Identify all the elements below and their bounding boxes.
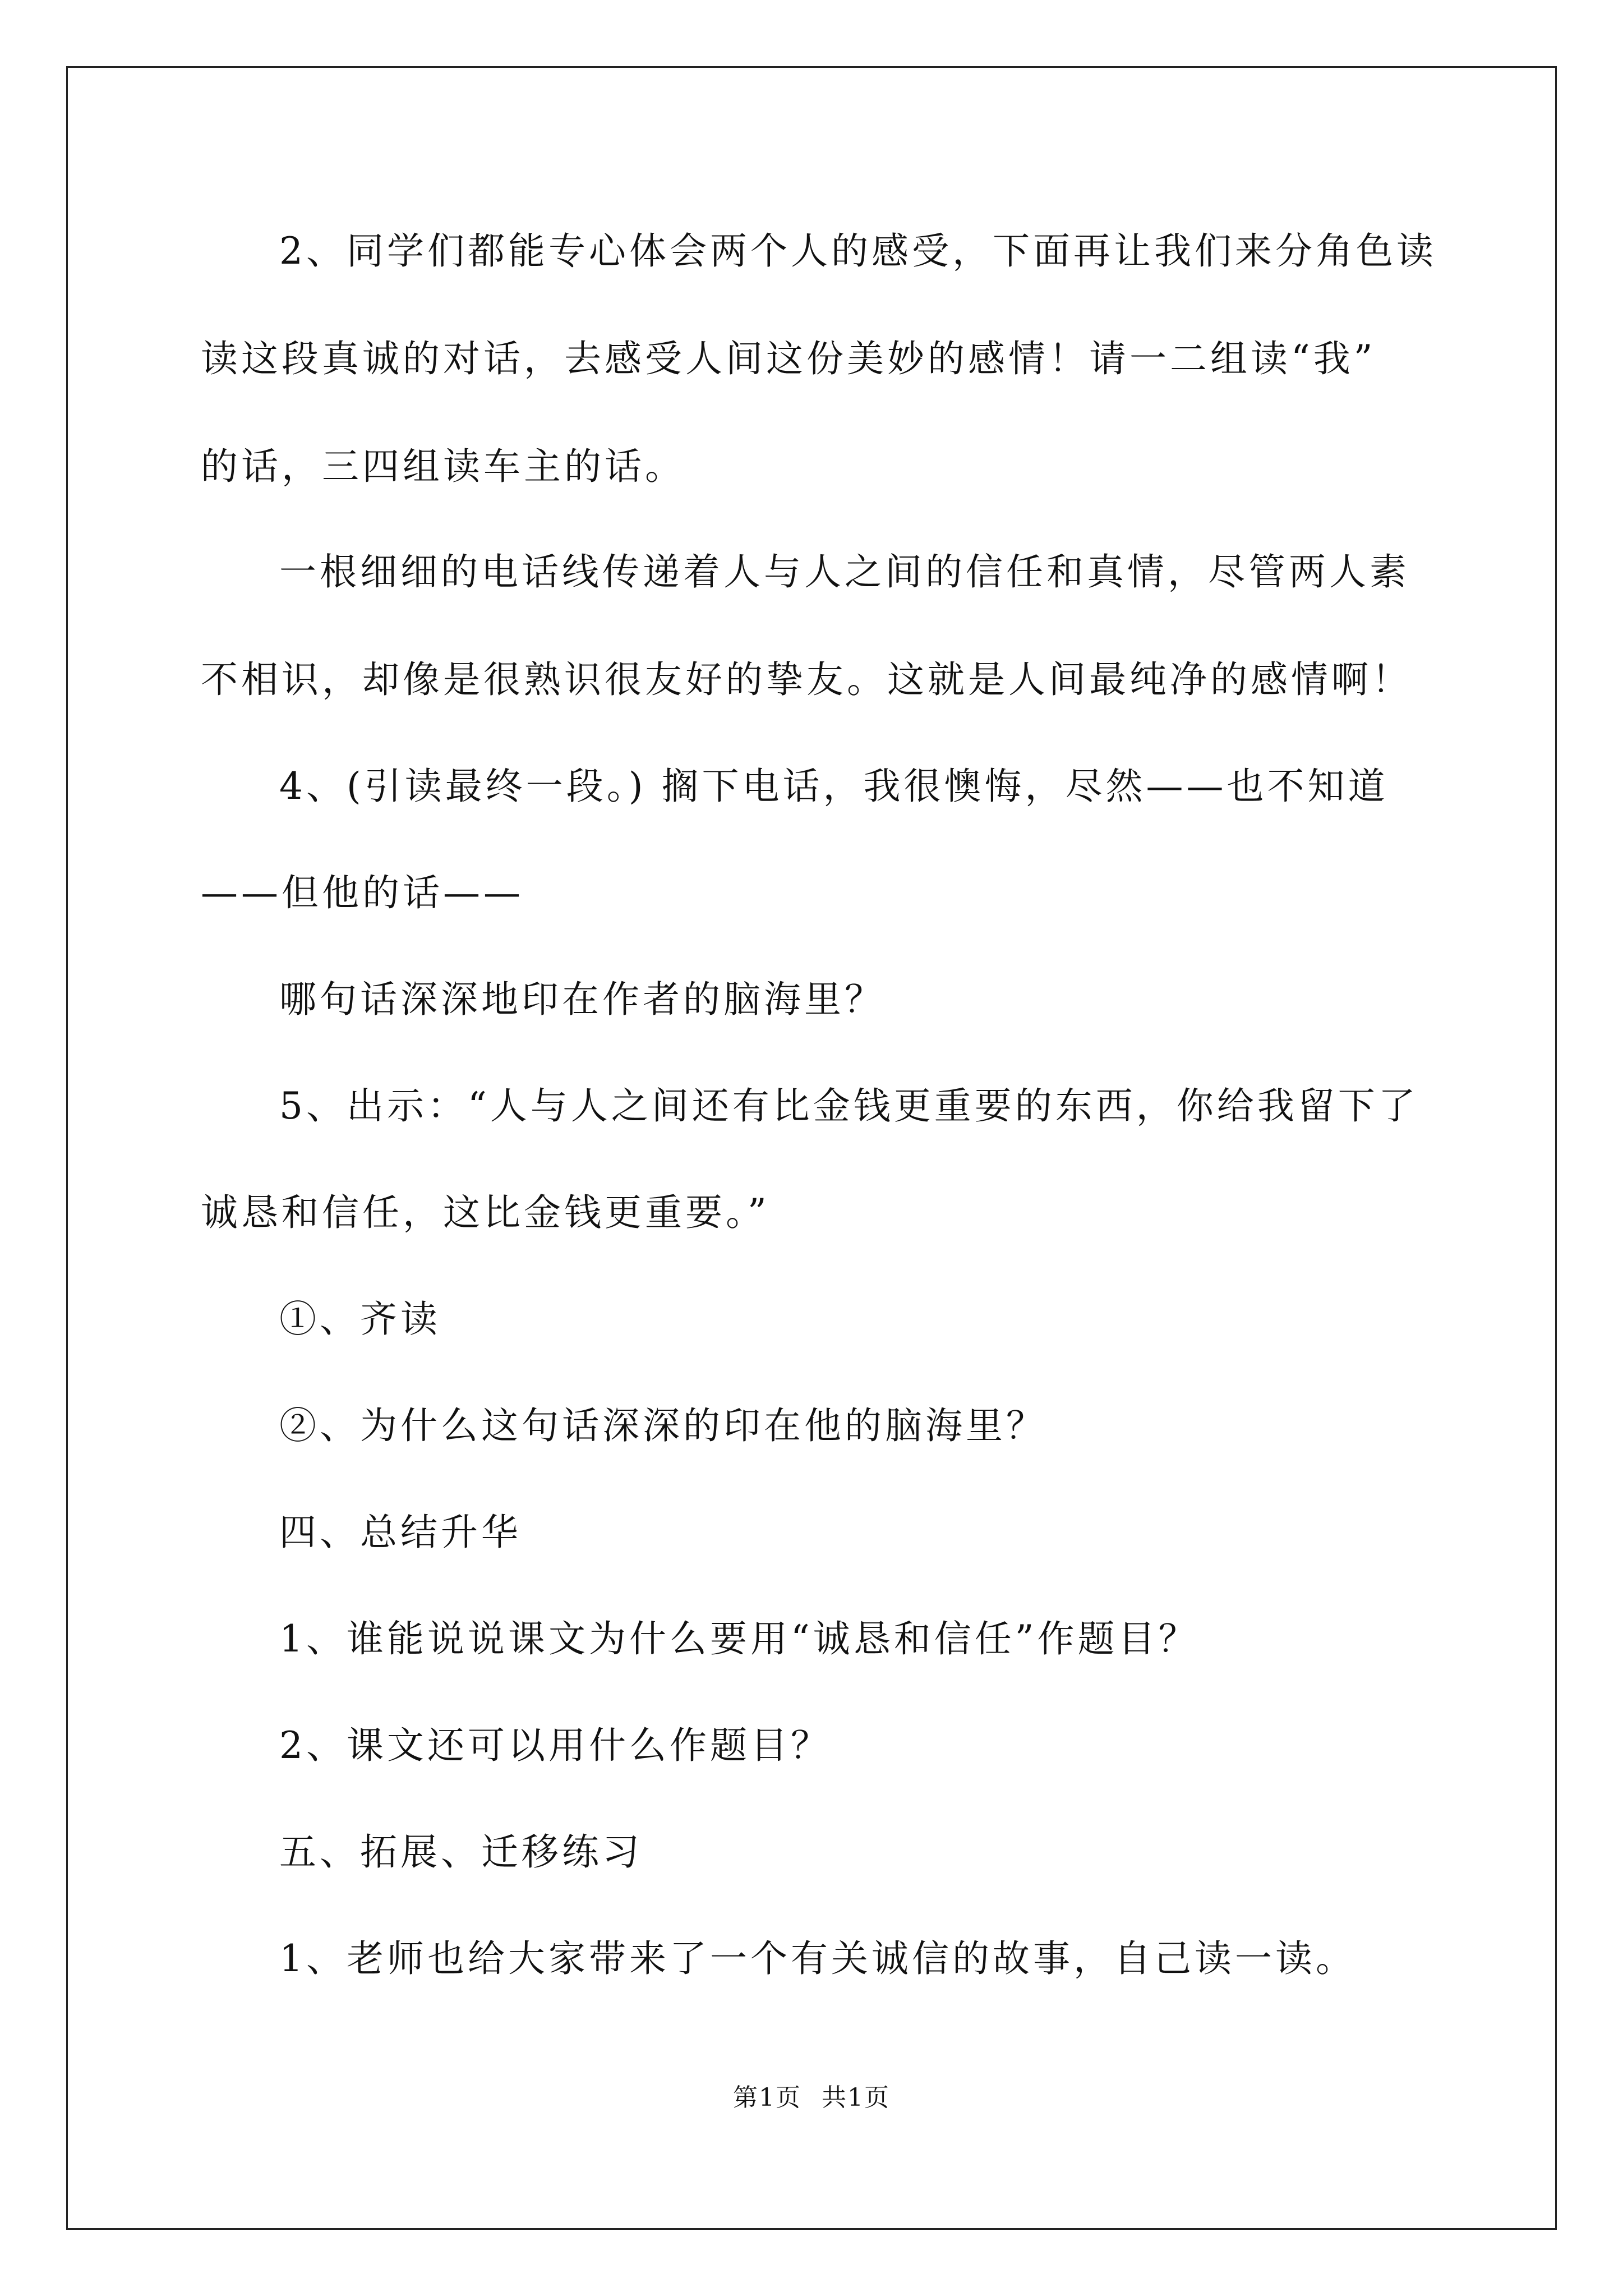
- paragraph-line: 1、老师也给大家带来了一个有关诚信的故事，自己读一读。: [279, 1937, 1356, 1980]
- paragraph-line: 2、同学们都能专心体会两个人的感受，下面再让我们来分角色读: [279, 229, 1437, 273]
- page-footer: [0, 2081, 1623, 2115]
- page-border: [66, 66, 1557, 2230]
- paragraph-line: 的话，三四组读车主的话。: [201, 445, 685, 488]
- paragraph-line: 哪句话深深地印在作者的脑海里？: [279, 978, 885, 1021]
- paragraph-line: ——但他的话——: [201, 871, 524, 914]
- paragraph-line: ②、为什么这句话深深的印在他的脑海里？: [279, 1404, 1046, 1447]
- paragraph-line: 5、出示：“人与人之间还有比金钱更重要的东西，你给我留下了: [279, 1084, 1419, 1128]
- page-number: 第1页: [733, 2083, 801, 2112]
- paragraph-line: 1、谁能说说课文为什么要用“诚恳和信任”作题目？: [279, 1617, 1199, 1660]
- paragraph-line: 2、课文还可以用什么作题目？: [279, 1724, 831, 1767]
- paragraph-line: 不相识，却像是很熟识很友好的挚友。这就是人间最纯净的感情啊！: [201, 658, 1412, 701]
- section-heading: 四、总结升华: [279, 1511, 522, 1554]
- paragraph-line: ①、齐读: [279, 1297, 441, 1341]
- paragraph-line: 4、(引读最终一段。) 搁下电话，我很懊悔，尽然——也不知道: [279, 765, 1389, 808]
- paragraph-line: 诚恳和信任，这比金钱更重要。”: [201, 1191, 770, 1234]
- page-total: 共1页: [822, 2083, 890, 2112]
- section-heading: 五、拓展、迁移练习: [279, 1830, 643, 1874]
- paragraph-line: 一根细细的电话线传递着人与人之间的信任和真情，尽管两人素: [279, 550, 1410, 593]
- paragraph-line: 读这段真诚的对话，去感受人间这份美妙的感情！请一二组读“我”: [201, 337, 1376, 380]
